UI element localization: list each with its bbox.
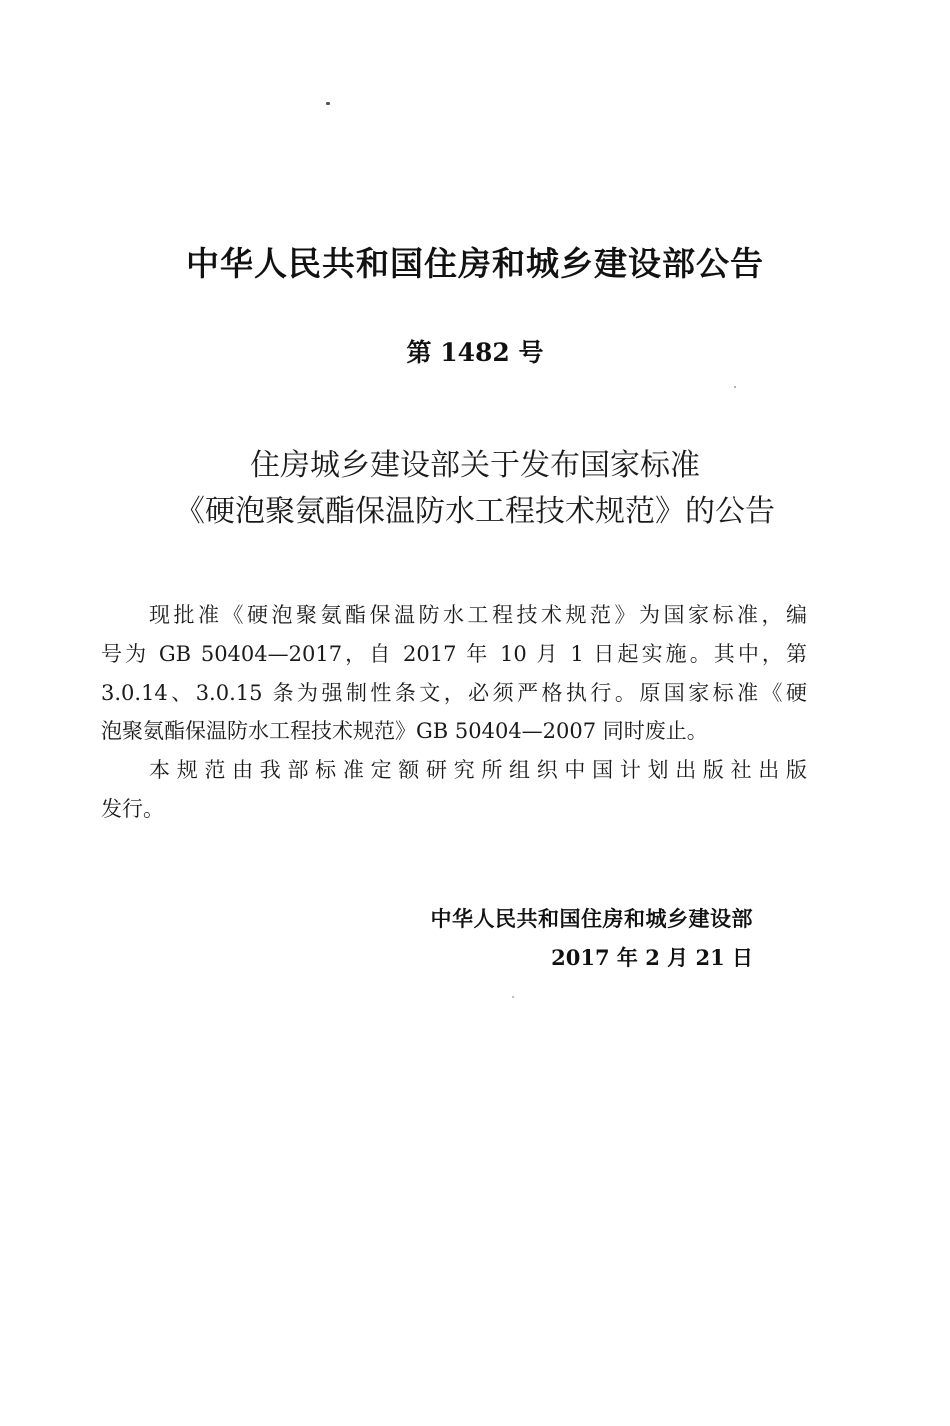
sign-date: 2017 年 2 月 21 日 — [551, 945, 753, 970]
subtitle-line: 住房城乡建设部关于发布国家标准 — [250, 448, 700, 483]
signer: 中华人民共和国住房和城乡建设部 — [430, 907, 753, 931]
body-text-line: 本规范由我部标准定额研究所组织中国计划出版社出版 — [149, 758, 807, 782]
body-text-line: 发行。 — [101, 797, 164, 821]
body-text-line: 现批准《硬泡聚氨酯保温防水工程技术规范》为国家标准，编 — [149, 603, 807, 627]
subtitle-line: 《硬泡聚氨酯保温防水工程技术规范》的公告 — [175, 494, 775, 529]
scan-speck — [512, 996, 514, 998]
notice-number: 第 1482 号 — [406, 338, 544, 367]
scan-speck — [734, 386, 736, 388]
scan-speck — [326, 102, 330, 105]
page-title: 中华人民共和国住房和城乡建设部公告 — [186, 244, 764, 283]
body-text-line: 3.0.14、3.0.15 条为强制性条文，必须严格执行。原国家标准《硬 — [101, 681, 807, 705]
body-text-line: 泡聚氨酯保温防水工程技术规范》GB 50404—2007 同时废止。 — [101, 719, 708, 743]
body-text-line: 号为 GB 50404—2017，自 2017 年 10 月 1 日起实施。其中，第 — [101, 642, 807, 666]
